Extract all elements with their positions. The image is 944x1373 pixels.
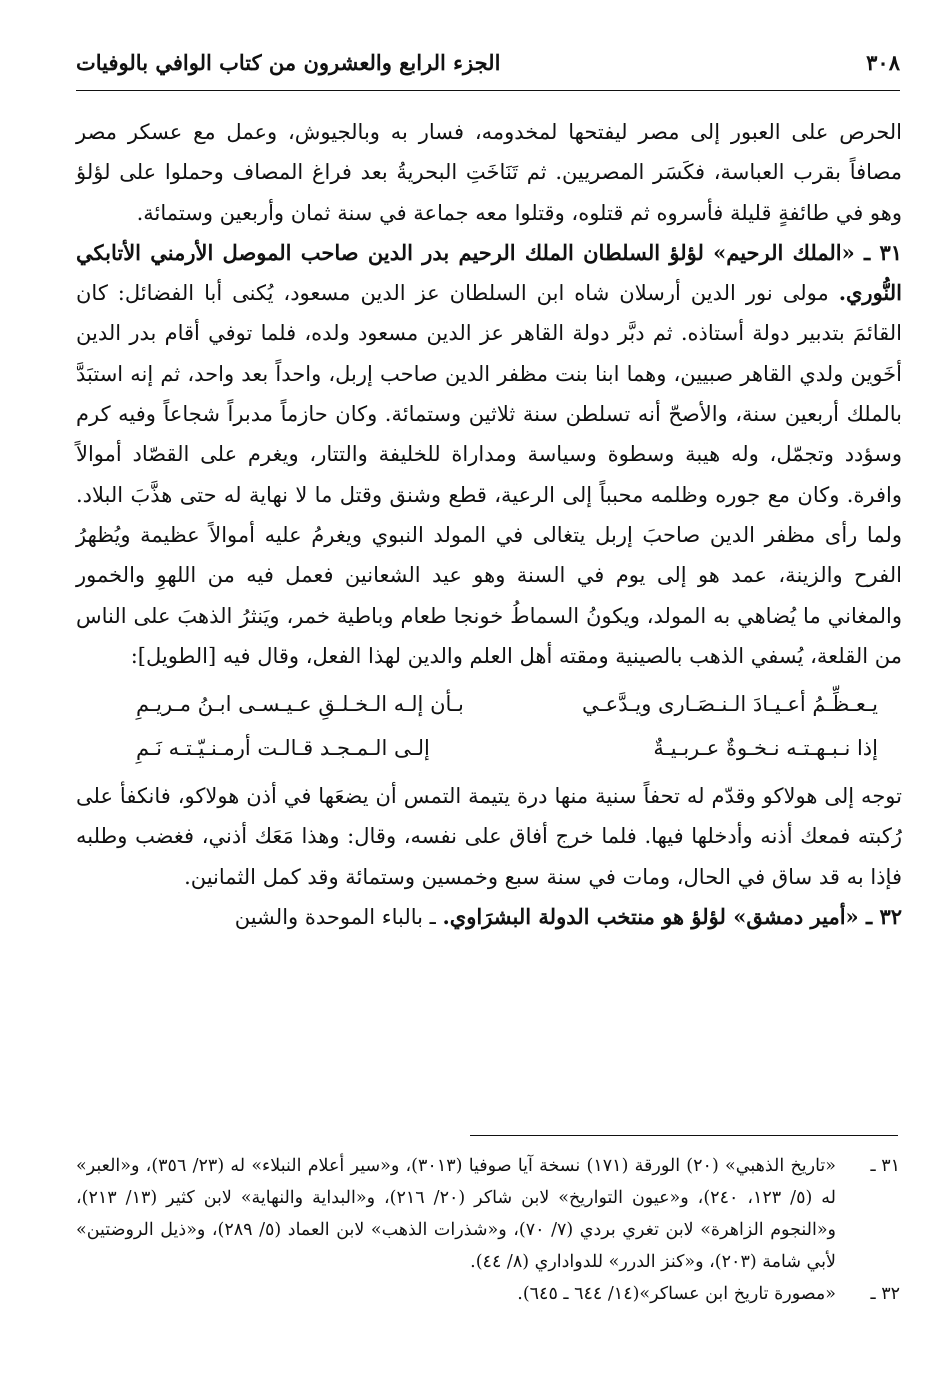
entry-32-heading: ٣٢ ـ «أمير دمشق» لؤلؤ هو منتخب الدولة البشرَاوي. bbox=[442, 904, 902, 930]
footnote-31 bbox=[76, 1150, 900, 1278]
footnotes bbox=[76, 1150, 900, 1310]
page-number: ٣٠٨ bbox=[866, 49, 900, 75]
entry-31-heading: ٣١ ـ «الملك الرحيم» لؤلؤ السلطان الملك الرحيم بدر الدين صاحب الموصل الأرمني الأتابكي النُّوري. bbox=[76, 239, 902, 306]
entry-32-text: ـ بالباء الموحدة والشين bbox=[234, 905, 443, 930]
verse-1-second-hemistich: بـأن إلـه الـخـلـقِ عـيـسـى ابـنُ مـريـمِ bbox=[136, 692, 464, 717]
entry-32 bbox=[76, 897, 902, 937]
running-title: الجزء الرابع والعشرون من كتاب الوافي بالوفيات bbox=[76, 49, 501, 75]
verse-2-first-hemistich: إذا نـبـهـتـه نـخـوةٌ عـربـيـةٌ bbox=[653, 736, 878, 761]
entry-31-text: مولى نور الدين أرسلان شاه ابن السلطان عز الدين مسعود، يُكنى أبا الفضائل: كان القائمَ بتدبير دولة أستاذه. ثم دبَّر دولة القاهر عز الدين مسعود ولده، فلما توفي أقام بدر الدين أخَوين ولدي القاهر صبيين، وهما ابنا بنت مظفر الدين صاحب إربل، واحداً بعد واحد، ثم إنه استبَدَّ بالملك أربعين سنة، والأصحّ أنه تسلطن سنة ثلاثين وستمائة. وكان حازماً مدبراً شجاعاً وفيه كرم وسؤدد وتجمّل، وله هيبة وسطوة وسياسة ومداراة للخليفة والتتار، ويغرم على القصّاد أموالاً وافرة. وكان مع جوره وظلمه محبباً إلى الرعية، قطع وشنق وقتل ما لا نهاية له حتى هذَّبَ البلاد. ولما رأى مظفر الدين صاحبَ إربل يتغالى في المولد النبوي ويغرمُ عليه أموالاً عظيمة ويُظهرُ الفرح والزينة، عمد هو إلى يوم في السنة وهو عيد الشعانين فعمل فيه من اللهوِ والخمور والمغاني ما يُضاهي به المولد، ويكونُ السماطُ خونجا طعام وباطية خمر، ويَنثرُ الذهبَ على الناس من القلعة، يُسفي الذهب بالصينية ومقته أهل العلم والدين لهذا الفعل، وقال فيه [الطويل]: bbox=[76, 281, 902, 668]
header-divider bbox=[76, 90, 900, 91]
footnote-divider bbox=[470, 1135, 898, 1136]
verse-1-first-hemistich: يـعـظِّـمُ أعـيـادَ الـنـصَـارى ويـدَّعـي bbox=[582, 692, 878, 717]
poem-verse-2 bbox=[76, 726, 902, 770]
poem bbox=[76, 682, 902, 770]
footnote-text: «مصورة تاريخ ابن عساكر»(١٤/ ٦٤٤ ـ ٦٤٥). bbox=[517, 1284, 836, 1304]
footnote-text: «تاريخ الذهبي» (٢٠) الورقة (١٧١) نسخة آيا صوفيا (٣٠١٣)، و«سير أعلام النبلاء» له (٢٣/ ٣٥٦)، و«العبر» له (٥/ ١٢٣، ٢٤٠)، و«عيون التواريخ» لابن شاكر (٢٠/ ٢١٦)، و«البداية والنهاية» لابن كثير (١٣/ ٢١٣)، و«النجوم الزاهرة» لابن تغري بردي (٧/ ٧٠)، و«شذرات الذهب» لابن العماد (٥/ ٢٨٩)، و«ذيل الروضتين» لأبي شامة (٢٠٣)، و«كنز الدرر» للدواداري (٨/ ٤٤). bbox=[76, 1156, 837, 1272]
footnote-number: ٣١ ـ bbox=[870, 1156, 900, 1176]
footnote-number: ٣٢ ـ bbox=[870, 1284, 900, 1304]
paragraph-continued: الحرص على العبور إلى مصر ليفتحها لمخدومه، فسار به وبالجيوش، وعمل مع عسكر مصر مصافاً بقرب العباسة، فكَسَر المصريين. ثم تَنَاخَتِ البحريةُ بعد فراغ المصاف وحملوا على لؤلؤ وهو في طائفةٍ قليلة فأسروه ثم قتلوه، وقتلوا معه جماعة في سنة ثمان وأربعين وستمائة. bbox=[76, 120, 902, 225]
footnote-32 bbox=[76, 1278, 900, 1310]
verse-2-second-hemistich: إلـى الـمـجـد قـالـت أرمـنـيّـتـه نَـمِ bbox=[136, 736, 430, 761]
poem-verse-1 bbox=[76, 682, 902, 726]
main-text bbox=[76, 112, 902, 937]
running-header bbox=[76, 42, 900, 82]
entry-31 bbox=[76, 233, 902, 676]
paragraph-after-poem: توجه إلى هولاكو وقدّم له تحفاً سنية منها درة يتيمة التمس أن يضعَها في أذن هولاكو، فانكفأ على رُكبته فمعك أذنه وأدخلها فيها. فلما خرج أفاق على نفسه، وقال: وهذا مَعَك أذني، فغضب وطلبه فإذا به قد ساق في الحال، ومات في سنة سبع وخمسين وستمائة وقد كمل الثمانين. bbox=[76, 784, 902, 889]
